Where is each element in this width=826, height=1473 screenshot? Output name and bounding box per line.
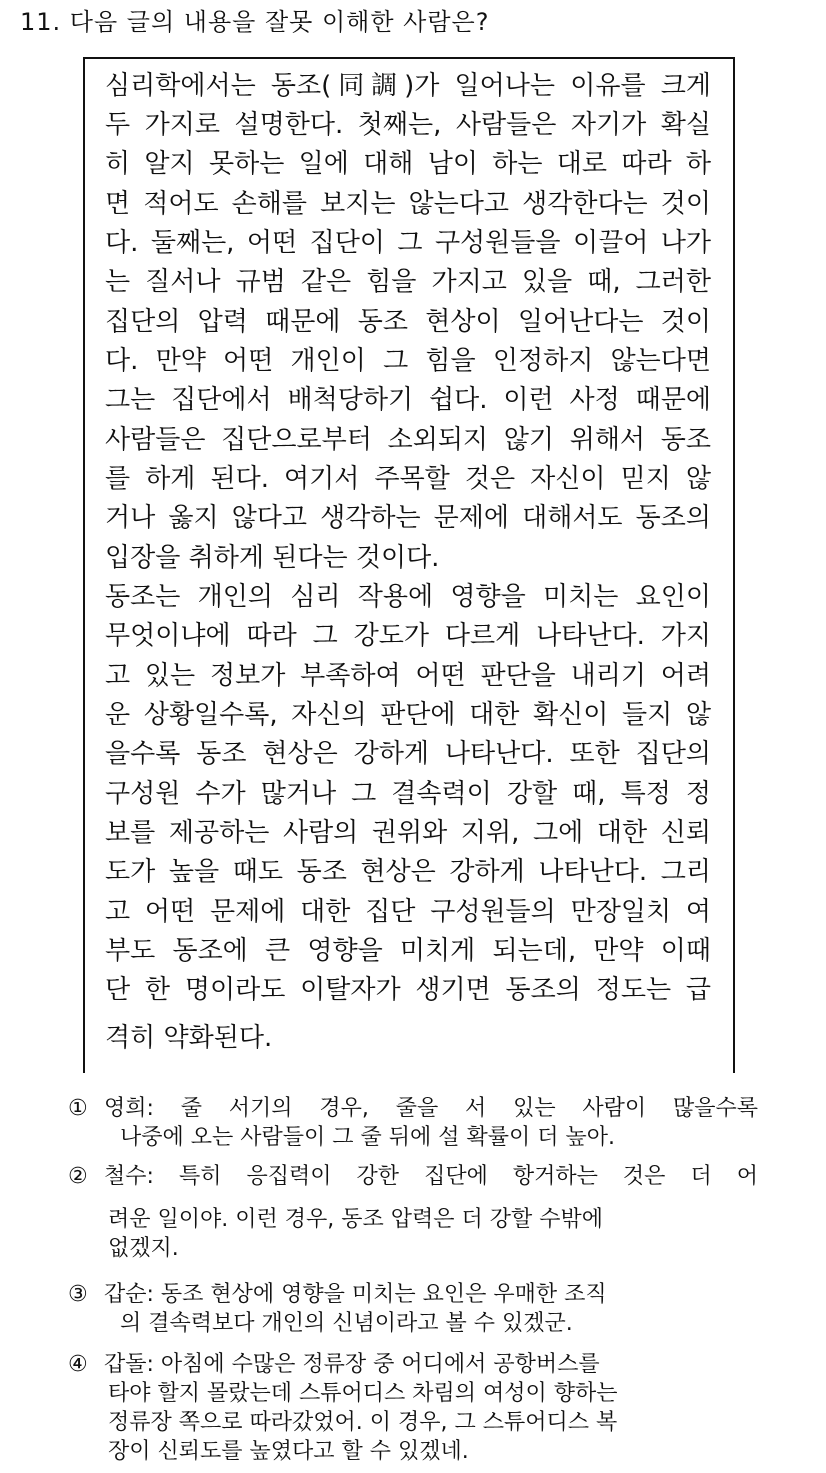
passage-line: 사람들은 집단으로부터 소외되지 않기 위해서 동조	[105, 425, 711, 455]
option-text: 없겠지.	[108, 1236, 179, 1261]
option-4[interactable]	[68, 1350, 758, 1466]
passage-line: 는 질서나 규범 같은 힘을 가지고 있을 때, 그러한	[105, 267, 711, 297]
passage-line: 을수록 동조 현상은 강하게 나타난다. 또한 집단의	[105, 739, 711, 769]
passage-line: 무엇이냐에 따라 그 강도가 다르게 나타난다. 가지	[105, 621, 711, 651]
option-text: 장이 신뢰도를 높였다고 할 수 있겠네.	[108, 1439, 469, 1464]
option-number: ③	[68, 1282, 88, 1307]
passage-line: 다. 만약 어떤 개인이 그 힘을 인정하지 않는다면	[105, 346, 711, 376]
passage-line: 운 상황일수록, 자신의 판단에 대한 확신이 들지 않	[105, 700, 711, 730]
passage-line: 심리학에서는 동조(同調)가 일어나는 이유를 크게	[105, 71, 711, 101]
question-title: 11. 다음 글의 내용을 잘못 이해한 사람은?	[20, 8, 490, 36]
passage-line: 보를 제공하는 사람의 권위와 지위, 그에 대한 신뢰	[105, 818, 711, 848]
option-text: 갑돌: 아침에 수많은 정류장 중 어디에서 공항버스를	[104, 1352, 600, 1377]
option-text: 철수: 특히 응집력이 강한 집단에 항거하는 것은 더 어	[104, 1164, 758, 1189]
passage-line: 구성원 수가 많거나 그 결속력이 강할 때, 특정 정	[105, 779, 711, 809]
passage-line: 다. 둘째는, 어떤 집단이 그 구성원들을 이끌어 나가	[105, 228, 711, 258]
option-text: 나중에 오는 사람들이 그 줄 뒤에 설 확률이 더 높아.	[120, 1125, 615, 1150]
passage-line: 격히 약화된다.	[105, 1023, 273, 1053]
passage-line: 동조는 개인의 심리 작용에 영향을 미치는 요인이	[105, 582, 711, 612]
option-text: 려운 일이야. 이런 경우, 동조 압력은 더 강할 수밖에	[108, 1207, 603, 1232]
option-3[interactable]	[68, 1280, 758, 1338]
passage-line: 도가 높을 때도 동조 현상은 강하게 나타난다. 그리	[105, 857, 711, 887]
passage-line: 거나 옳지 않다고 생각하는 문제에 대해서도 동조의	[105, 503, 711, 533]
option-text: 의 결속력보다 개인의 신념이라고 볼 수 있겠군.	[120, 1311, 573, 1336]
passage-box	[83, 57, 735, 1073]
option-text: 갑순: 동조 현상에 영향을 미치는 요인은 우매한 조직	[104, 1282, 607, 1307]
option-text: 타야 할지 몰랐는데 스튜어디스 차림의 여성이 향하는	[108, 1381, 618, 1406]
passage-line: 입장을 취하게 된다는 것이다.	[105, 543, 440, 573]
option-1[interactable]	[68, 1094, 758, 1152]
option-number: ④	[68, 1352, 88, 1377]
passage-line: 를 하게 된다. 여기서 주목할 것은 자신이 믿지 않	[105, 464, 711, 494]
option-text: 정류장 쪽으로 따라갔었어. 이 경우, 그 스튜어디스 복	[108, 1410, 618, 1435]
passage-line: 집단의 압력 때문에 동조 현상이 일어난다는 것이	[105, 307, 711, 337]
passage-line: 히 알지 못하는 일에 대해 남이 하는 대로 따라 하	[105, 149, 711, 179]
passage-line: 두 가지로 설명한다. 첫째는, 사람들은 자기가 확실	[105, 110, 711, 140]
passage-line: 면 적어도 손해를 보지는 않는다고 생각한다는 것이	[105, 189, 711, 219]
passage-line: 부도 동조에 큰 영향을 미치게 되는데, 만약 이때	[105, 936, 711, 966]
passage-line: 고 어떤 문제에 대한 집단 구성원들의 만장일치 여	[105, 897, 711, 927]
passage-line: 고 있는 정보가 부족하여 어떤 판단을 내리기 어려	[105, 661, 711, 691]
passage-line: 단 한 명이라도 이탈자가 생기면 동조의 정도는 급	[105, 975, 711, 1005]
option-number: ②	[68, 1164, 88, 1189]
option-text: 영희: 줄 서기의 경우, 줄을 서 있는 사람이 많을수록	[104, 1096, 758, 1121]
option-number: ①	[68, 1096, 88, 1121]
passage-line: 그는 집단에서 배척당하기 쉽다. 이런 사정 때문에	[105, 385, 711, 415]
option-2[interactable]	[68, 1162, 758, 1263]
